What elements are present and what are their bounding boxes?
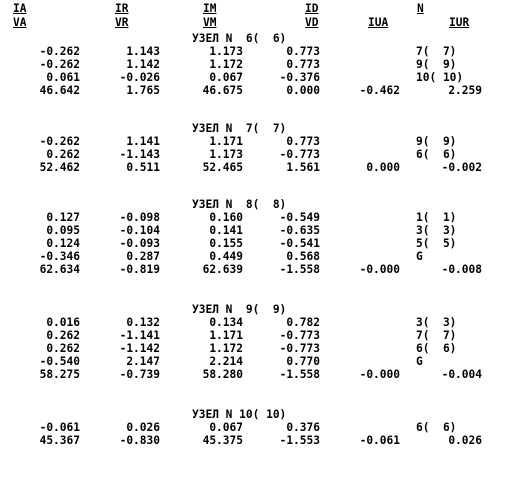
col-vr-header: VR [115,16,129,29]
im-value: 2.214 [209,355,243,368]
ia-value: -0.061 [39,421,80,434]
vd-value: -1.558 [279,263,320,276]
voltage-row [0,263,516,276]
col-vd-header: VD [305,16,319,29]
vr-value: -0.830 [119,434,160,447]
connected-node: 6( 6) [416,421,457,434]
vd-value: -1.553 [279,434,320,447]
node-title: УЗЕЛ N 9( 9) [192,303,287,316]
col-im-header: IM [203,2,217,15]
col-iur-header: IUR [449,16,470,29]
iur-value: 2.259 [448,84,482,97]
connected-node: 7( 7) [416,45,457,58]
id-value: 0.770 [286,355,320,368]
connected-node: G [416,355,423,368]
vm-value: 46.675 [202,84,243,97]
va-value: 52.462 [39,161,80,174]
connected-node: 5( 5) [416,237,457,250]
va-value: 62.634 [39,263,80,276]
im-value: 1.173 [209,45,243,58]
iur-value: 0.026 [448,434,482,447]
col-n-header: N [417,2,424,15]
ia-value: 0.124 [46,237,80,250]
ia-value: 0.262 [46,329,80,342]
connected-node: 7( 7) [416,329,457,342]
vd-value: 0.000 [286,84,320,97]
branch-row [0,329,516,342]
ia-value: 0.095 [46,224,80,237]
ir-value: -1.142 [119,342,160,355]
ir-value: 0.026 [126,421,160,434]
va-value: 58.275 [39,368,80,381]
ia-value: -0.346 [39,250,80,263]
ir-value: 0.132 [126,316,160,329]
ia-value: 0.127 [46,211,80,224]
node-title: УЗЕЛ N 6( 6) [192,32,287,45]
im-value: 1.171 [209,135,243,148]
node-title: УЗЕЛ N 7( 7) [192,122,287,135]
connected-node: 3( 3) [416,224,457,237]
vr-value: -0.819 [119,263,160,276]
ir-value: 2.147 [126,355,160,368]
vr-value: -0.739 [119,368,160,381]
col-iua-header: IUA [368,16,389,29]
header-row-2 [0,16,516,30]
ir-value: -1.143 [119,148,160,161]
id-value: -0.376 [279,71,320,84]
connected-node: G [416,250,423,263]
iua-value: -0.000 [359,263,400,276]
ir-value: -0.104 [119,224,160,237]
im-value: 0.134 [209,316,243,329]
connected-node: 6( 6) [416,148,457,161]
id-value: -0.541 [279,237,320,250]
ia-value: -0.540 [39,355,80,368]
id-value: -0.549 [279,211,320,224]
vm-value: 62.639 [202,263,243,276]
im-value: 0.067 [209,71,243,84]
im-value: 1.171 [209,329,243,342]
im-value: 1.172 [209,58,243,71]
connected-node: 6( 6) [416,342,457,355]
ir-value: -0.093 [119,237,160,250]
im-value: 0.155 [209,237,243,250]
im-value: 0.449 [209,250,243,263]
vm-value: 58.280 [202,368,243,381]
vr-value: 1.765 [126,84,160,97]
ia-value: -0.262 [39,58,80,71]
ia-value: 0.262 [46,148,80,161]
id-value: -0.773 [279,342,320,355]
va-value: 46.642 [39,84,80,97]
ia-value: 0.016 [46,316,80,329]
iua-value: 0.000 [366,161,400,174]
id-value: 0.773 [286,135,320,148]
branch-row [0,342,516,355]
id-value: 0.773 [286,45,320,58]
ir-value: -0.026 [119,71,160,84]
connected-node: 10( 10) [416,71,464,84]
id-value: 0.782 [286,316,320,329]
connected-node: 9( 9) [416,135,457,148]
voltage-row [0,84,516,97]
id-value: 0.773 [286,58,320,71]
vm-value: 45.375 [202,434,243,447]
node-title: УЗЕЛ N 8( 8) [192,198,287,211]
branch-row [0,148,516,161]
ia-value: 0.061 [46,71,80,84]
ia-value: 0.262 [46,342,80,355]
va-value: 45.367 [39,434,80,447]
branch-row [0,211,516,224]
vm-value: 52.465 [202,161,243,174]
id-value: -0.773 [279,148,320,161]
id-value: 0.376 [286,421,320,434]
voltage-row [0,161,516,174]
connected-node: 3( 3) [416,316,457,329]
iua-value: -0.000 [359,368,400,381]
id-value: -0.773 [279,329,320,342]
header-row-1 [0,2,516,16]
im-value: 1.172 [209,342,243,355]
vr-value: 0.511 [126,161,160,174]
iua-value: -0.462 [359,84,400,97]
connected-node: 9( 9) [416,58,457,71]
branch-row [0,45,516,58]
branch-row [0,250,516,263]
ir-value: 1.141 [126,135,160,148]
col-id-header: ID [305,2,319,15]
col-va-header: VA [13,16,27,29]
branch-row [0,135,516,148]
iur-value: -0.002 [441,161,482,174]
col-vm-header: VM [203,16,217,29]
im-value: 0.067 [209,421,243,434]
im-value: 0.141 [209,224,243,237]
branch-row [0,355,516,368]
id-value: -0.635 [279,224,320,237]
branch-row [0,58,516,71]
ia-value: -0.262 [39,135,80,148]
vd-value: 1.561 [286,161,320,174]
iua-value: -0.061 [359,434,400,447]
col-ir-header: IR [115,2,129,15]
ir-value: 1.142 [126,58,160,71]
branch-row [0,316,516,329]
voltage-row [0,368,516,381]
branch-row [0,71,516,84]
iur-value: -0.004 [441,368,482,381]
ia-value: -0.262 [39,45,80,58]
id-value: 0.568 [286,250,320,263]
col-ia-header: IA [13,2,27,15]
branch-row [0,237,516,250]
ir-value: 0.287 [126,250,160,263]
branch-row [0,224,516,237]
ir-value: 1.143 [126,45,160,58]
ir-value: -0.098 [119,211,160,224]
iur-value: -0.008 [441,263,482,276]
node-title: УЗЕЛ N 10( 10) [192,408,287,421]
connected-node: 1( 1) [416,211,457,224]
ir-value: -1.141 [119,329,160,342]
vd-value: -1.558 [279,368,320,381]
branch-row [0,421,516,434]
im-value: 0.160 [209,211,243,224]
voltage-row [0,434,516,447]
im-value: 1.173 [209,148,243,161]
